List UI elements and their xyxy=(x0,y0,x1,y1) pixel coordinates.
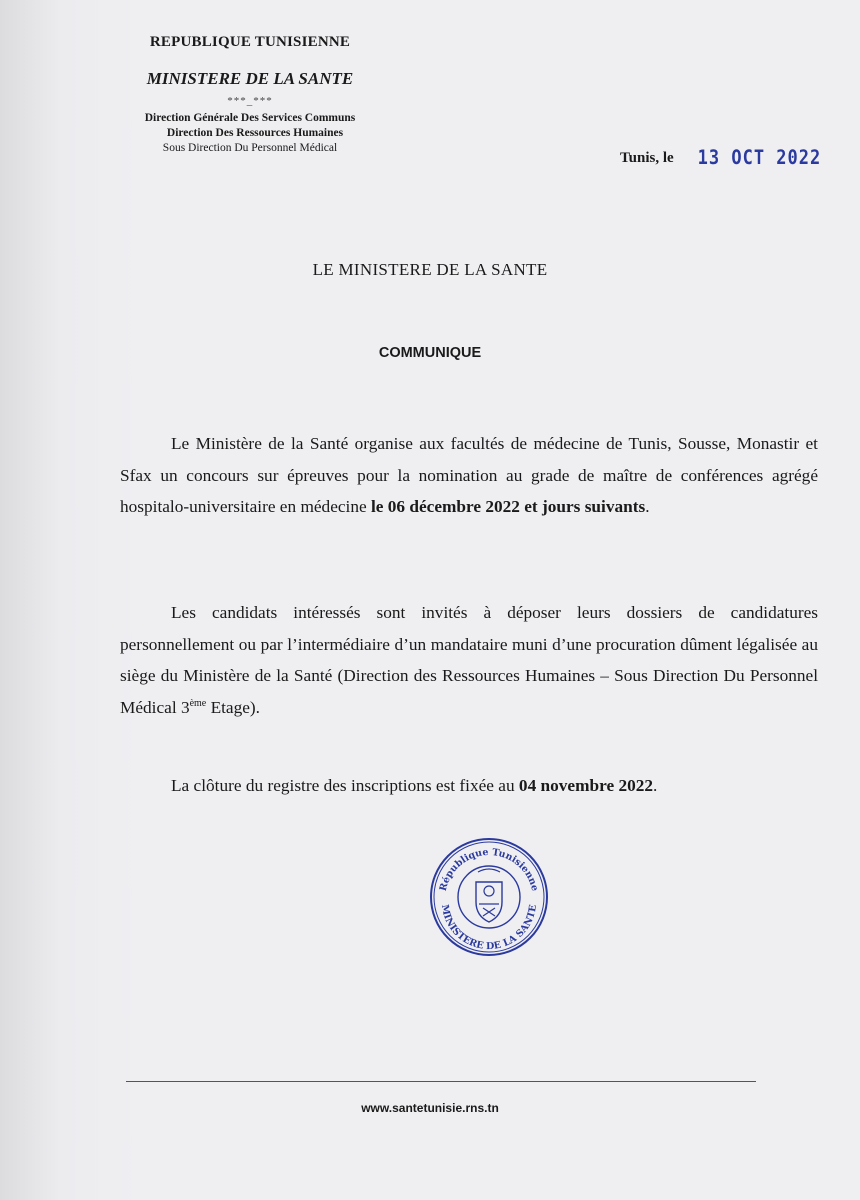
direction-generale: Direction Générale Des Services Communs xyxy=(144,112,356,124)
letterhead xyxy=(100,34,400,156)
republic-name: REPUBLIQUE TUNISIENNE xyxy=(149,34,351,50)
date-stamp: 13 OCT 2022 xyxy=(697,146,822,170)
direction-rh: Direction Des Ressources Humaines xyxy=(166,127,344,139)
ministry-name: MINISTERE DE LA SANTE xyxy=(146,69,354,88)
letterhead-separator: ***_*** xyxy=(227,95,273,107)
paragraph-concours xyxy=(120,428,818,523)
sous-direction: Sous Direction Du Personnel Médical xyxy=(162,142,338,154)
ministry-stamp xyxy=(428,836,550,958)
stamp-top-text: République Tunisienne xyxy=(437,846,541,893)
paragraph-dossiers xyxy=(120,597,818,723)
paragraph-end: . xyxy=(645,497,650,516)
paragraph-text: La clôture du registre des inscriptions est fixée au xyxy=(171,776,519,795)
paragraph-end: . xyxy=(653,776,658,795)
footer-website: www.santetunisie.rns.tn xyxy=(361,1101,499,1115)
document-title: COMMUNIQUE xyxy=(378,345,482,361)
paragraph-text: Les candidats intéressés sont invités à déposer leurs dossiers de candidatures personnellement ou par l’intermédiaire d’un mandataire muni d’une procuration dûment légalisée au siège du Ministère de la Santé (Direction des Ressources Humaines – Sous Direction Du Personnel Médical 3 xyxy=(120,603,818,717)
paragraph-deadline-bold: 04 novembre 2022 xyxy=(518,776,654,795)
place-label: Tunis, le xyxy=(620,149,674,166)
stamp-bottom-text: MINISTERE DE LA SANTE xyxy=(438,903,540,953)
footer-divider xyxy=(126,1081,756,1082)
paragraph-cloture xyxy=(120,770,818,802)
ordinal-suffix: ème xyxy=(189,697,207,709)
paragraph-end: Etage). xyxy=(206,697,260,717)
paragraph-date-bold: le 06 décembre 2022 et jours suivants xyxy=(370,497,646,516)
issuer-heading: LE MINISTERE DE LA SANTE xyxy=(312,260,548,279)
paragraph-text: Le Ministère de la Santé organise aux facultés de médecine de Tunis, Sousse, Monastir et Sfax un concours sur épreuves pour la nomination au grade de maître de conférences agrégé hospitalo-universitaire en médecine xyxy=(120,434,818,516)
place-date xyxy=(620,148,821,168)
